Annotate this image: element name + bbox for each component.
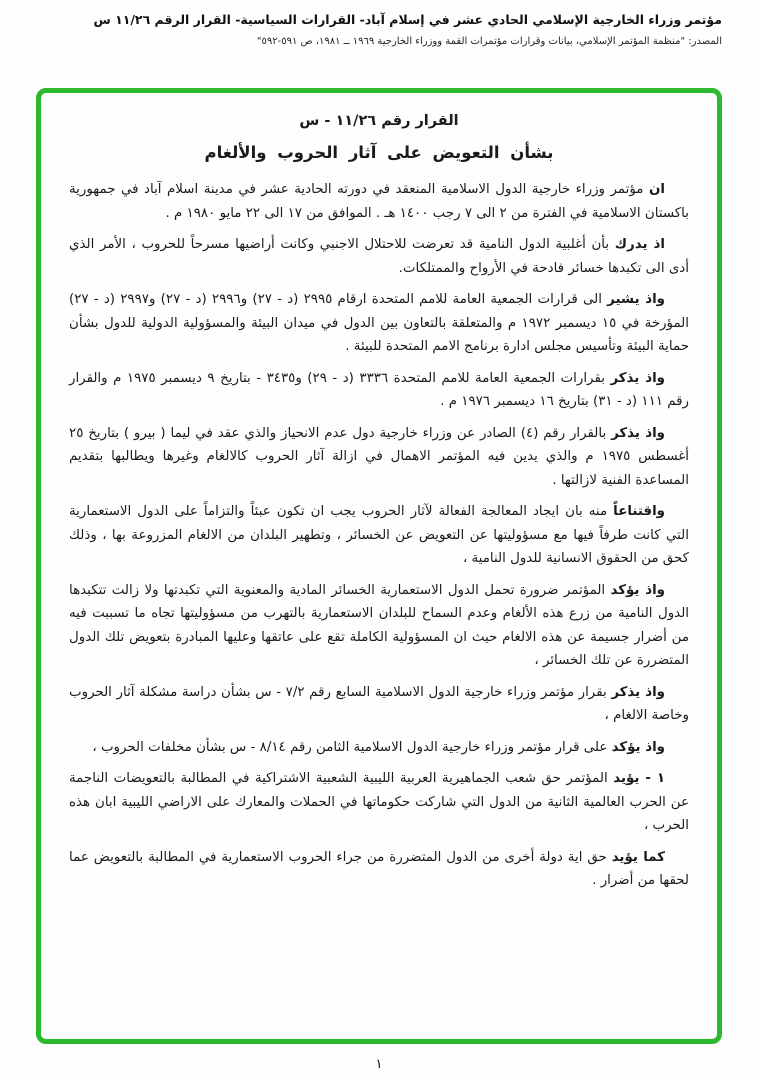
paragraph-text: بقرارات الجمعية العامة للامم المتحدة ٣٣٣٦ (د - ٢٩) و٣٤٣٥ - بتاريخ ٩ ديسمبر ١٩٧٥ م والقرار رقم ١١١ (د - ٣١) بتاريخ ١٦ ديسمبر ١٩٧٦ م .: [69, 370, 689, 409]
paragraph: [69, 422, 689, 493]
paragraph-text: مؤتمر وزراء خارجية الدول الاسلامية المنعقد في دورته الحادية عشر في مدينة اسلام آباد في جمهورية باكستان الاسلامية في الفترة من ٢ الى ٧ رجب ١٤٠٠ هـ . الموافق من ١٧ الى ٢٢ مايو ١٩٨٠ م .: [69, 182, 689, 221]
paragraph-text: الى قرارات الجمعية العامة للامم المتحدة ارقام ٢٩٩٥ (د - ٢٧) و٢٩٩٦ (د - ٢٧) و٢٩٩٧ (د - ٢٧) المؤرخة في ١٥ ديسمبر ١٩٧٢ م والمتعلقة بالتعاون بين الدول في ميدان البيئة والمسؤولية الدولية للدول بشأن حماية البيئة وتأسيس مجلس ادارة برنامج الامم المتحدة للبيئة .: [69, 292, 689, 354]
paragraph-text: المؤتمر ضرورة تحمل الدول الاستعمارية الخسائر المادية والمعنوية التي تكبدتها ولا زالت تتكبدها الدول النامية من زرع هذه الألغام وعدم السماح للبلدان الاستعمارية بالتهرب من مسؤوليتها تجاه ما تسببت فيه من أضرار جسيمة عن هذه الالغام حيث ان المسؤولية الكاملة تقع على عاتقها وعليها المبادرة بتعويض تلك الدول المتضررة عن تلك الخسائر ،: [69, 582, 689, 668]
paragraph: [69, 736, 689, 760]
paragraph: [69, 846, 689, 893]
resolution-number-title: القرار رقم ١١/٢٦ - س: [299, 113, 459, 129]
page-number: ١: [375, 1057, 383, 1072]
paragraph: [69, 500, 689, 571]
green-frame: [36, 88, 722, 1044]
paragraph-lead: ١ - يؤيد: [613, 771, 665, 786]
paragraph-lead: واذ يذكر: [611, 425, 666, 441]
paragraph-lead: واذ يذكر: [610, 370, 665, 386]
paragraph-lead: واذ يذكر: [611, 684, 665, 700]
paragraph: [69, 767, 689, 838]
paragraph: [69, 288, 689, 359]
paragraph-text: بالقرار رقم (٤) الصادر عن وزراء خارجية دول عدم الانحياز والذي عقد في ليما ( بيرو ) بتاريخ ٢٥ أغسطس ١٩٧٥ م والذي يدين فيه المؤتمر الاهمال في ازالة آثار الحروب كالالغام وغيرها ويطالبها بتقديم المساعدة الفنية لازالتها .: [69, 425, 690, 488]
document-body: [69, 178, 689, 893]
header-source: المصدر: "منظمة المؤتمر الإسلامي، بيانات وقرارات مؤتمرات القمة ووزراء الخارجية ١٩٦٩ ــ ١٩٨١، ص ٥٩١-٥٩٢": [256, 36, 722, 47]
paragraph: [69, 681, 689, 728]
paragraph-text: حق اية دولة أخرى من الدول المتضررة من جراء الحروب الاستعمارية في المطالبة بالتعويض عما لحقها من أضرار .: [69, 849, 689, 888]
resolution-subject-title: بشأن التعويض على آثار الحروب والألغام: [204, 143, 554, 162]
paragraph-text: منه بان ايجاد المعالجة الفعالة لآثار الحروب يجب ان تكون عبئاً والتزاماً على الدول الاستعمارية التي كانت طرفاً فيها مع مسؤوليتها عن التعويض عن الخسائر ، وتطهير البلدان من الالغام المزروعة بها ، وذلك كحق من الحقوق الانسانية للدول النامية ،: [69, 504, 689, 566]
paragraph-text: بقرار مؤتمر وزراء خارجية الدول الاسلامية السابع رقم ٧/٢ - س بشأن دراسة مشكلة آثار الحروب وخاصة الالغام ،: [69, 684, 689, 723]
paragraph: [69, 367, 689, 414]
paragraph-lead: واذ يؤكد: [611, 739, 665, 755]
paragraph-lead: واذ يشير: [607, 292, 665, 307]
paragraph-lead: كما يؤيد: [611, 849, 665, 865]
paragraph-lead: واذ يؤكد: [610, 582, 665, 598]
paragraph: [69, 579, 689, 673]
paragraph-lead: ان: [648, 182, 665, 197]
paragraph-text: بأن أغلبية الدول النامية قد تعرضت للاحتلال الاجنبي وكانت أراضيها مسرحاً للحروب ، الأمر الذي أدى الى تكبدها خسائر فادحة في الأرواح والممتلكات.: [69, 237, 689, 276]
paragraph-lead: اذ يدرك: [614, 237, 665, 252]
document-header: [36, 10, 722, 47]
paragraph-text: المؤتمر حق شعب الجماهيرية العربية الليبية الشعبية الاشتراكية في المطالبة بالتعويضات الناجمة عن الحرب العالمية الثانية من الدول التي شاركت حكوماتها في الحملات والمعارك على الاراضي الليبية ابان هذه الحرب ،: [69, 771, 689, 833]
paragraph-lead: واقتناعاً: [613, 504, 665, 519]
paragraph: [69, 178, 689, 225]
paragraph-text: على قرار مؤتمر وزراء خارجية الدول الاسلامية الثامن رقم ٨/١٤ - س بشأن مخلفات الحروب ،: [92, 739, 612, 755]
header-title: مؤتمر وزراء الخارجية الإسلامي الحادي عشر في إسلام آباد- القرارات السياسية- القرار الرقم ١١/٢٦ س: [93, 12, 722, 27]
paragraph: [69, 233, 689, 280]
